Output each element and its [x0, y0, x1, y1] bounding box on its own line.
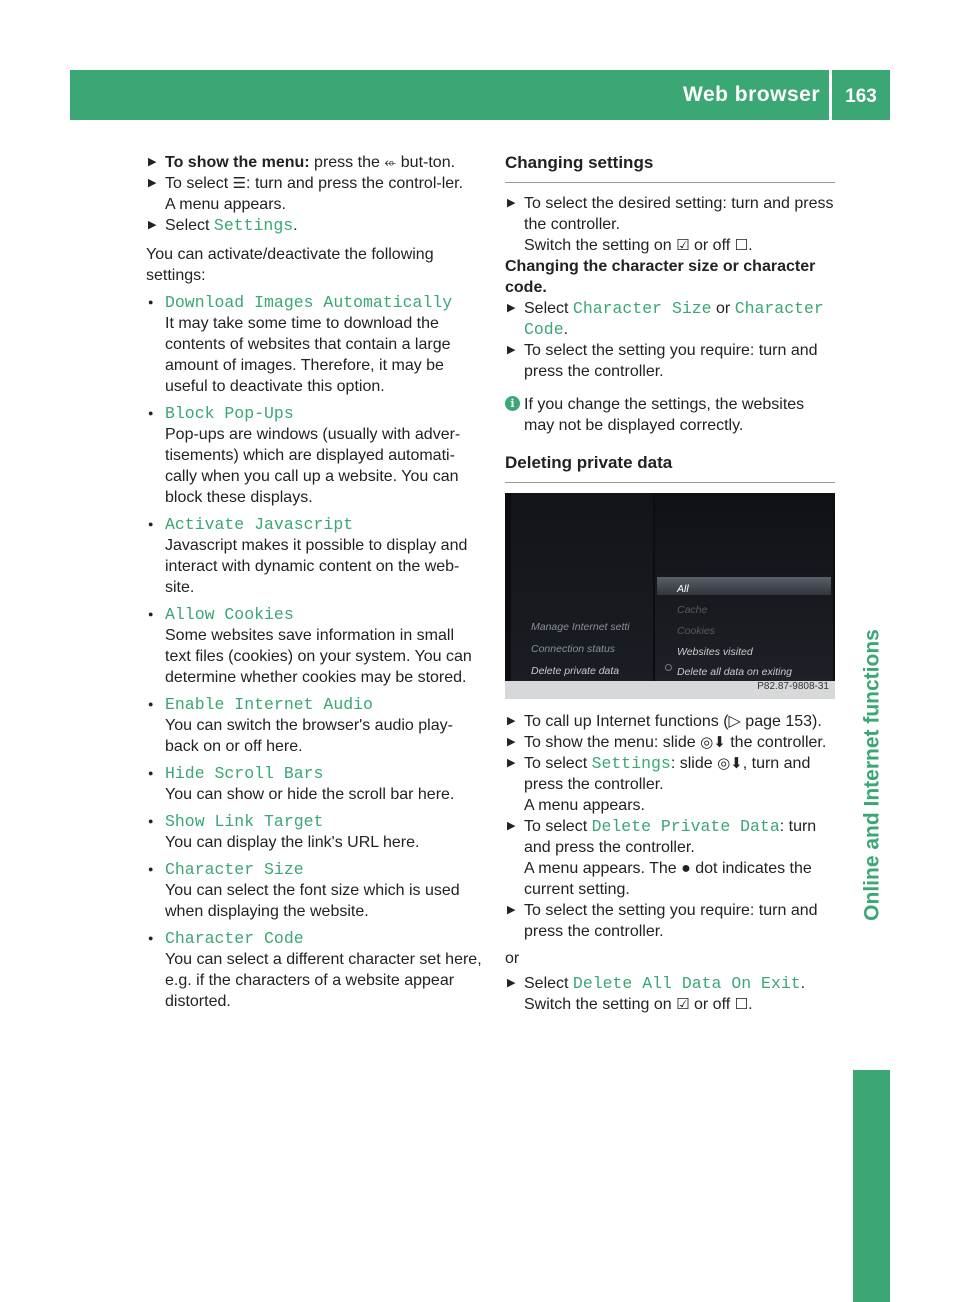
page-header	[70, 70, 890, 120]
setting-item	[146, 604, 482, 625]
right-column	[505, 152, 835, 1015]
image-reference: P82.87-9808-31	[757, 681, 829, 692]
setting-desc: You can switch the browser's audio play-back on or off here.	[165, 717, 453, 755]
menu-button-icon: ☰	[232, 174, 247, 192]
screen-right-item: Cache	[677, 604, 708, 616]
setting-desc: Pop-ups are windows (usually with adver-tisements) which are displayed automati-cally when you call up a website. You can block these displays.	[165, 426, 461, 506]
setting-name: Allow Cookies	[165, 605, 294, 624]
screen-right-item: All	[677, 583, 689, 595]
setting-name: Hide Scroll Bars	[165, 764, 324, 783]
step-call-internet-functions: ▶ To call up Internet functions (▷ page 153).	[505, 711, 835, 732]
screen-right-item: Websites visited	[677, 646, 753, 658]
setting-item	[146, 514, 482, 535]
step-select-settings: ▶ Select Settings.	[146, 215, 482, 236]
settings-list	[146, 292, 482, 1012]
screen-right-item: Delete all data on exiting	[677, 666, 792, 678]
page-number: 163	[845, 86, 877, 107]
step-delete-all-on-exit: ▶ Select Delete All Data On Exit. Switch the setting on ☑ or off ☐.	[505, 973, 835, 1015]
checkbox-checked-icon: ☑	[676, 995, 690, 1013]
setting-name: Enable Internet Audio	[165, 695, 373, 714]
delete-all-data-on-exit-item: Delete All Data On Exit	[572, 974, 801, 993]
screen-left-item: Connection status	[531, 643, 616, 655]
info-icon: i	[505, 396, 520, 411]
screenshot-image	[505, 493, 835, 699]
step-select-required-setting: ▶ To select the setting you require: turn and press the controller.	[505, 900, 835, 942]
side-chapter-label	[853, 530, 890, 1020]
step-select-menu: ▶ To select ☰: turn and press the control-ler. A menu appears.	[146, 173, 482, 215]
screen-radio-icon	[665, 664, 672, 671]
setting-name: Block Pop-Ups	[165, 404, 294, 423]
setting-item	[146, 928, 482, 949]
section-title-deleting-private-data: Deleting private data	[505, 452, 835, 483]
checkbox-empty-icon: ☐	[734, 995, 749, 1013]
character-code-item: Character Code	[524, 299, 824, 339]
setting-desc: Javascript makes it possible to display and interact with dynamic content on the web-site.	[165, 537, 468, 596]
screen-right-item: Cookies	[677, 625, 715, 637]
section-title-changing-settings: Changing settings	[505, 152, 835, 183]
setting-name: Download Images Automatically	[165, 293, 453, 312]
checkbox-empty-icon: ☐	[734, 236, 749, 254]
setting-desc: Some websites save information in small text files (cookies) on your system. You can determine whether cookies may be stored.	[165, 627, 472, 686]
side-tab	[853, 1070, 890, 1302]
settings-intro: You can activate/deactivate the following settings:	[146, 246, 434, 284]
screen-left-item: Manage Internet setti	[531, 621, 630, 633]
setting-desc: You can show or hide the scroll bar here.	[165, 786, 455, 803]
step-select-character: ▶ Select Character Size or Character Code.	[505, 298, 835, 340]
settings-item: Settings	[591, 754, 671, 773]
settings-menu-item: Settings	[213, 216, 294, 235]
chapter-title: Web browser	[683, 83, 820, 106]
setting-item	[146, 292, 482, 313]
setting-name: Character Size	[165, 860, 304, 879]
step-select-delete-private-data: ▶ To select Delete Private Data: turn and press the controller. A menu appears. The ● dot indicates the current setting.	[505, 816, 835, 900]
left-column	[146, 152, 482, 1012]
setting-item	[146, 811, 482, 832]
subheading-character: Changing the character size or character code.	[505, 258, 816, 296]
step-select-settings-right: ▶ To select Settings: slide ◎⬇, turn and press the controller. A menu appears.	[505, 753, 835, 816]
setting-desc: You can select a different character set here, e.g. if the characters of a website appear distorted.	[165, 951, 482, 1010]
step-show-menu: ▶ To show the menu: press the ⬰ but-ton.	[146, 152, 482, 173]
info-note: i If you change the settings, the websites may not be displayed correctly.	[505, 394, 835, 436]
screen-caption-bar	[505, 681, 835, 699]
side-chapter-label-text: Online and Internet functions	[860, 629, 883, 921]
setting-item	[146, 859, 482, 880]
character-size-item: Character Size	[572, 299, 712, 318]
controller-slide-down-icon: ◎⬇	[700, 733, 726, 751]
step-select-required: ▶ To select the setting you require: turn and press the controller.	[505, 340, 835, 382]
delete-private-data-item: Delete Private Data	[591, 817, 780, 836]
setting-name: Activate Javascript	[165, 515, 354, 534]
or-label: or	[505, 950, 520, 967]
back-button-icon: ⬰	[384, 153, 397, 171]
setting-desc: You can display the link's URL here.	[165, 834, 420, 851]
setting-item	[146, 403, 482, 424]
setting-item	[146, 763, 482, 784]
setting-desc: You can select the font size which is used when displaying the website.	[165, 882, 460, 920]
setting-desc: It may take some time to download the contents of websites that contain a large amount of images. Therefore, it may be useful to deactivate this option.	[165, 315, 451, 395]
step-show-menu-slide: ▶ To show the menu: slide ◎⬇ the controller.	[505, 732, 835, 753]
setting-item	[146, 694, 482, 715]
screen-left-item: Delete private data	[531, 665, 620, 677]
setting-name: Character Code	[165, 929, 304, 948]
step-select-setting: ▶ To select the desired setting: turn and press the controller. Switch the setting on ☑ or off ☐.	[505, 193, 835, 256]
checkbox-checked-icon: ☑	[676, 236, 690, 254]
setting-name: Show Link Target	[165, 812, 324, 831]
controller-slide-down-icon: ◎⬇	[717, 754, 743, 772]
